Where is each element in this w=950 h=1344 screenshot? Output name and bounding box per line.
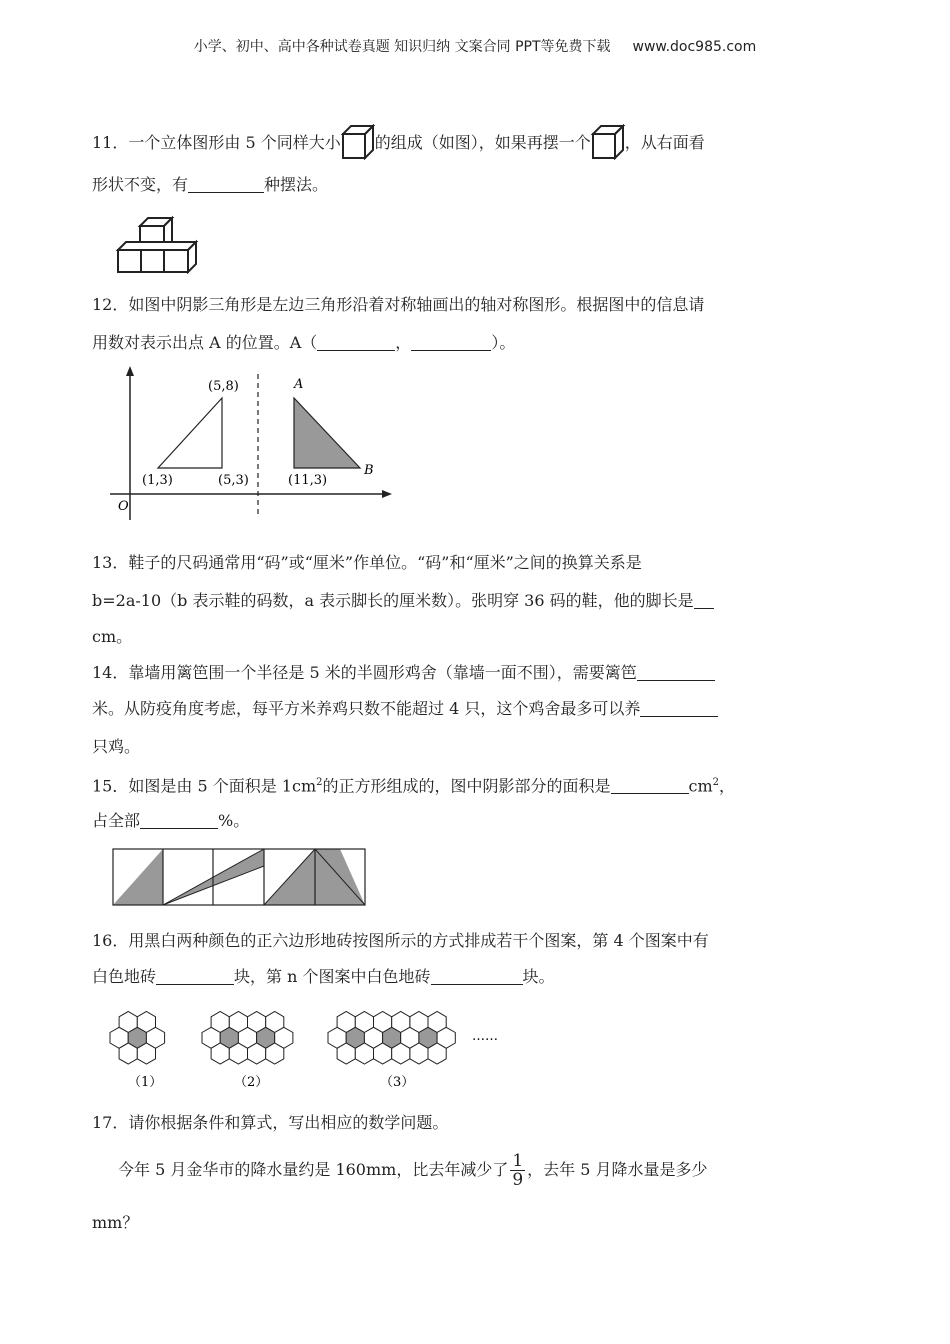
answer-blank[interactable] — [156, 968, 234, 985]
page-header — [0, 36, 950, 56]
q15-text-c: cm — [688, 776, 713, 796]
white-tile — [266, 1043, 284, 1064]
q11-text-a: 11．一个立体图形由 5 个同样大小 — [92, 133, 341, 152]
q15-text-b: 的正方形组成的，图中阴影部分的面积是 — [322, 776, 611, 796]
q13-line2 — [92, 590, 714, 612]
white-tile — [248, 1043, 266, 1064]
q11-text-c: ，从右面看 — [624, 133, 705, 152]
q17-text-a: 今年 5 月金华市的降水量约是 160mm，比去年减少了 — [118, 1160, 509, 1179]
q15-text-e: 占全部 — [92, 811, 141, 830]
q15-line2 — [92, 810, 249, 832]
q15-line1 — [92, 772, 735, 797]
answer-blank[interactable] — [431, 968, 523, 985]
white-tile — [428, 1043, 446, 1064]
caption-3: （3） — [380, 1075, 415, 1090]
cube-icon — [341, 124, 375, 160]
cube-icon — [591, 124, 625, 160]
answer-blank[interactable] — [411, 334, 491, 351]
answer-blank[interactable] — [640, 700, 718, 717]
q15-text-a: 15．如图是由 5 个面积是 1cm — [92, 776, 317, 796]
q15-text-d: ， — [719, 776, 736, 796]
white-tile — [374, 1043, 392, 1064]
left-triangle — [158, 398, 222, 468]
q16-hexagon-figure — [108, 1008, 508, 1094]
white-tile — [410, 1043, 428, 1064]
white-tile — [392, 1043, 410, 1064]
q11-cube-figure — [114, 212, 202, 274]
shaded-triangle — [113, 849, 163, 905]
white-tile — [137, 1043, 155, 1064]
superscript-2: 2 — [316, 777, 323, 788]
white-tile — [211, 1043, 229, 1064]
caption-2: （2） — [234, 1075, 269, 1090]
q12-line2 — [92, 332, 515, 354]
header-url[interactable]: www.doc985.com — [632, 39, 757, 55]
q17-line3: mm？ — [92, 1213, 139, 1232]
q16-line2 — [92, 966, 555, 988]
q11-line2 — [92, 174, 328, 196]
q14-line3: 只鸡。 — [92, 737, 141, 756]
q13-text: b=2a-10（b 表示鞋的码数，a 表示脚长的厘米数）。张明穿 36 码的鞋，他的脚长是 — [92, 591, 694, 610]
label-origin: O — [118, 499, 129, 514]
label-5-8: (5,8) — [208, 379, 239, 394]
y-axis-arrow — [126, 366, 134, 376]
ellipsis: …… — [472, 1029, 498, 1044]
fraction-denominator: 9 — [512, 1170, 524, 1190]
q14-text-a: 14．靠墙用篱笆围一个半径是 5 米的半圆形鸡舍（靠墙一面不围），需要篱笆 — [92, 663, 637, 682]
q11-line1 — [92, 124, 705, 160]
q16-text-b: 块，第 n 个图案中白色地砖 — [234, 967, 431, 986]
label-b: B — [364, 463, 374, 478]
q12-text-b: ， — [395, 333, 412, 352]
q11-text-d: 形状不变，有 — [92, 175, 189, 194]
header-text: 小学、初中、高中各种试卷真题 知识归纳 文案合同 PPT等免费下载 — [193, 39, 611, 55]
q12-text-c: ）。 — [491, 333, 516, 352]
label-a: A — [294, 377, 304, 392]
white-tile — [119, 1043, 137, 1064]
q17-text-b: ，去年 5 月降水量是多少 — [527, 1160, 708, 1179]
q17-line1: 17．请你根据条件和算式，写出相应的数学问题。 — [92, 1113, 449, 1132]
q13-line3: cm。 — [92, 627, 133, 646]
answer-blank[interactable] — [140, 812, 218, 829]
white-tile — [229, 1043, 247, 1064]
q16-line1: 16．用黑白两种颜色的正六边形地砖按图所示的方式排成若干个图案，第 4 个图案中有 — [92, 931, 709, 950]
label-5-3: (5,3) — [218, 473, 249, 488]
q15-text-f: %。 — [218, 811, 250, 830]
answer-blank[interactable] — [317, 334, 395, 351]
x-axis-arrow — [382, 490, 392, 498]
q14-text-b: 米。从防疫角度考虑，每平方米养鸡只数不能超过 4 只，这个鸡舍最多可以养 — [92, 699, 641, 718]
label-1-3: (1,3) — [142, 473, 173, 488]
label-11-3: (11,3) — [288, 473, 328, 488]
q15-squares-figure — [112, 848, 368, 908]
q12-line1: 12．如图中阴影三角形是左边三角形沿着对称轴画出的轴对称图形。根据图中的信息请 — [92, 295, 705, 314]
q11-text-b: 的组成（如图），如果再摆一个 — [374, 133, 591, 152]
shaded-triangle — [294, 398, 360, 468]
q17-line2 — [118, 1150, 708, 1190]
answer-blank[interactable] — [611, 777, 689, 794]
q14-line2 — [92, 698, 718, 720]
q12-coordinate-figure — [108, 364, 398, 524]
q12-text-a: 用数对表示出点 A 的位置。A（ — [92, 333, 318, 352]
answer-blank[interactable] — [188, 176, 264, 193]
fraction-numerator: 1 — [512, 1151, 524, 1171]
q16-text-c: 块。 — [522, 967, 555, 986]
superscript-2: 2 — [712, 777, 720, 788]
q16-text-a: 白色地砖 — [92, 967, 157, 986]
answer-blank[interactable] — [694, 592, 714, 609]
q13-line1: 13．鞋子的尺码通常用“码”或“厘米”作单位。“码”和“厘米”之间的换算关系是 — [92, 553, 642, 572]
q11-text-e: 种摆法。 — [264, 175, 329, 194]
q14-line1 — [92, 662, 715, 684]
white-tile — [337, 1043, 355, 1064]
fraction-one-ninth — [510, 1152, 525, 1189]
caption-1: （1） — [128, 1075, 163, 1090]
white-tile — [355, 1043, 373, 1064]
answer-blank[interactable] — [637, 664, 715, 681]
